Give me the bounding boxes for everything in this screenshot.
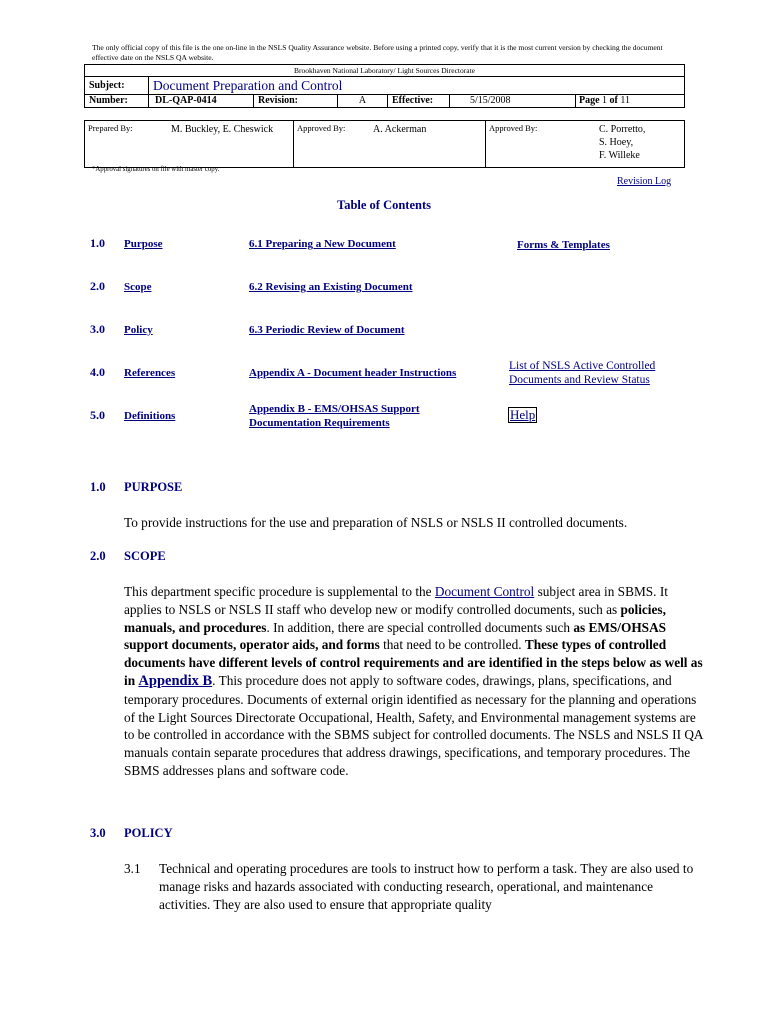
toc-num-3: 3.0 (90, 322, 105, 336)
policy-item-text: Technical and operating procedures are tools to instruct how to perform a task. They are also used to manage risks and hazards associated with conducting research, operational, and maintenance activities. They are also used to ensure that appropriate quality (159, 861, 694, 912)
directorate-line: Brookhaven National Laboratory/ Light Sources Directorate (85, 65, 684, 77)
approved-by-cell-2 (486, 121, 684, 167)
revision-value: A (338, 95, 388, 107)
official-copy-notice: The only official copy of this file is the one on-line in the NSLS Quality Assurance website. Before using a printed copy, verify that it is the most current version by checking the document effective date on the NSLS QA website. (92, 43, 663, 62)
toc-link-revising-existing-document[interactable]: 6.2 Revising an Existing Document (249, 281, 413, 293)
subject-label: Subject: (85, 77, 149, 94)
toc-num-5: 5.0 (90, 408, 105, 422)
prepared-by-value: M. Buckley, E. Cheswick (171, 124, 274, 135)
appendix-b-link[interactable]: Appendix B (138, 672, 213, 689)
approved-by-cell-1 (294, 121, 486, 167)
toc-link-active-controlled-docs[interactable]: List of NSLS Active Controlled Documents and Review Status (509, 360, 656, 386)
subject-row (85, 77, 684, 95)
toc-link-periodic-review[interactable]: 6.3 Periodic Review of Document (249, 324, 405, 336)
approved-by-value-1: A. Ackerman (373, 124, 427, 135)
prepared-by-label: Prepared By: (88, 123, 133, 133)
toc-num-4: 4.0 (90, 365, 105, 379)
revision-label: Revision: (254, 95, 338, 107)
number-value: DL-QAP-0414 (149, 95, 254, 107)
help-link[interactable]: Help (510, 407, 536, 422)
effective-label: Effective: (388, 95, 450, 107)
subject-value: Document Preparation and Control (153, 78, 343, 93)
toc-link-purpose[interactable]: Purpose (124, 238, 163, 250)
number-row (85, 95, 684, 107)
toc-link-scope[interactable]: Scope (124, 281, 152, 293)
approval-note: *Approval signatures on file with master copy. (92, 166, 220, 173)
approved-by-label-2: Approved By: (489, 123, 538, 133)
section-heading-scope: 2.0 SCOPE (90, 549, 166, 563)
toc-link-appendix-b[interactable]: Appendix B - EMS/OHSAS Support Documentation Requirements (249, 403, 420, 429)
toc-link-preparing-new-document[interactable]: 6.1 Preparing a New Document (249, 238, 396, 250)
policy-item-number: 3.1 (124, 861, 141, 876)
approved-by-value-2: C. Porretto, S. Hoey, F. Willeke (599, 124, 646, 161)
effective-value: 5/15/2008 (450, 95, 576, 107)
approved-by-label-1: Approved By: (297, 123, 346, 133)
prepared-by-cell (85, 121, 294, 167)
scope-text: This department specific procedure is supplemental to the Document Control subject area in SBMS. It applies to NSLS or NSLS II staff who develop new or modify controlled documents, such as policies, manuals, and procedures. In addition, there are special controlled documents such as EMS/OHSAS support documents, operator aids, and forms that need to be controlled. These types of controlled documents have different levels of control requirements and are identified in the steps below as well as in Appendix B. This procedure does not apply to software codes, drawings, plans, specifications, and temporary procedures. Documents of external origin identified as necessary for the planning and operations of the Light Sources Directorate Occupational, Health, Safety, and Environmental management systems are to be controlled in accordance with the SBMS subject for controlled documents. The NSLS and NSLS II QA manuals contain separate procedures that address drawings, specifications, and temporary procedures. The SBMS addresses plans and software code. (124, 584, 703, 778)
page-indicator: Page 1 of 11 (579, 95, 631, 106)
number-label: Number: (85, 95, 149, 107)
toc-link-definitions[interactable]: Definitions (124, 410, 176, 422)
toc-link-policy[interactable]: Policy (124, 324, 153, 336)
toc-num-1: 1.0 (90, 236, 105, 250)
purpose-text: To provide instructions for the use and preparation of NSLS or NSLS II controlled documents. (124, 515, 628, 530)
approvals-table (84, 120, 685, 168)
section-heading-policy: 3.0 POLICY (90, 826, 173, 840)
section-heading-purpose: 1.0 PURPOSE (90, 480, 183, 494)
toc-link-references[interactable]: References (124, 367, 176, 379)
toc-title: Table of Contents (337, 198, 431, 212)
toc-link-appendix-a[interactable]: Appendix A - Document header Instructions (249, 367, 457, 379)
document-header-table (84, 64, 685, 108)
toc-link-forms-templates[interactable]: Forms & Templates (517, 239, 610, 251)
toc-num-2: 2.0 (90, 279, 105, 293)
document-control-link[interactable]: Document Control (434, 584, 535, 599)
revision-log-link[interactable]: Revision Log (617, 176, 672, 187)
